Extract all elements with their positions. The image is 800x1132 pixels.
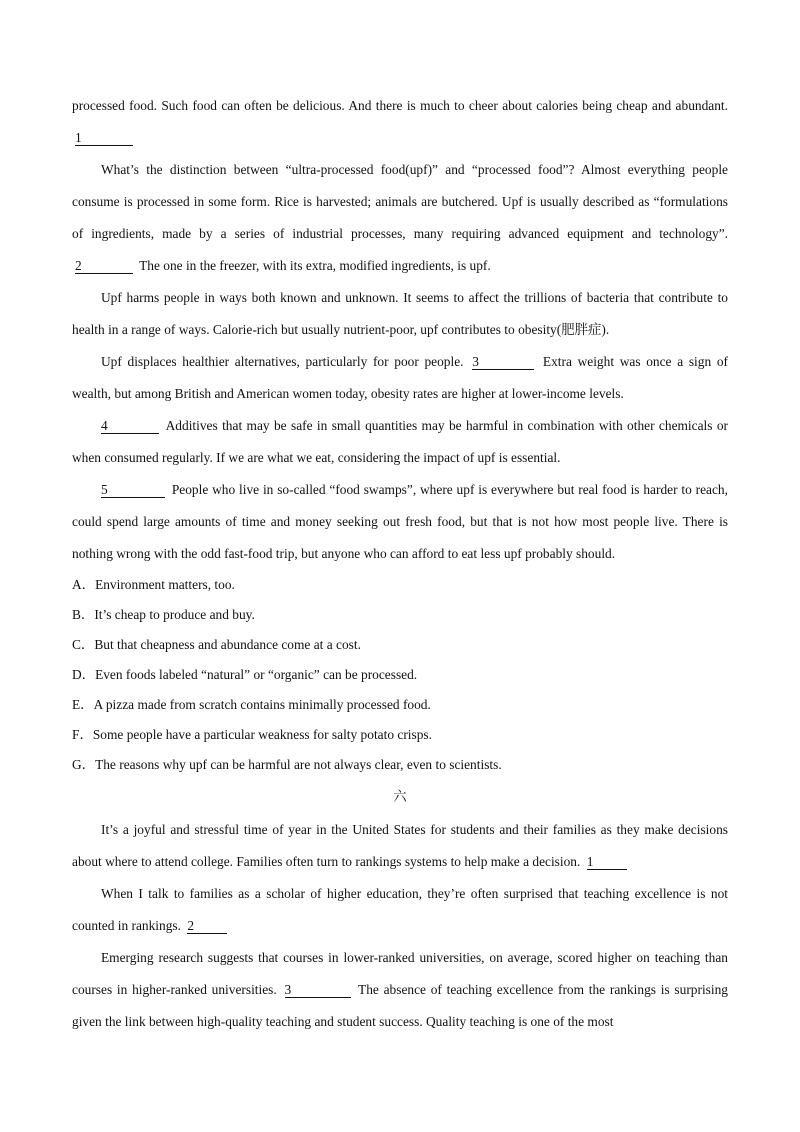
paragraph-1 <box>72 90 728 154</box>
document-page <box>72 90 728 1038</box>
options-list <box>72 570 728 780</box>
section6-paragraph-1 <box>72 814 728 878</box>
section6-paragraph-2 <box>72 878 728 942</box>
answer-blank-5[interactable]: 5 <box>101 483 165 498</box>
option-letter: F． <box>72 727 93 742</box>
option-text: Environment matters, too. <box>95 577 235 592</box>
paragraph-text: It’s a joyful and stressful time of year in the United States for students and their families as they make decisions about where to attend college. Families often turn to rankings systems to help make a decision. <box>72 822 728 869</box>
paragraph-2 <box>72 154 728 282</box>
option-letter: B． <box>72 607 95 622</box>
option-text: Even foods labeled “natural” or “organic” can be processed. <box>95 667 418 682</box>
option-c[interactable] <box>72 630 728 660</box>
paragraph-6 <box>72 474 728 570</box>
answer-blank-1[interactable]: 1 <box>75 131 133 146</box>
section6-paragraph-3 <box>72 942 728 1038</box>
option-letter: G． <box>72 757 96 772</box>
section-heading: 六 <box>393 789 407 804</box>
paragraph-text: Upf displaces healthier alternatives, particularly for poor people. <box>101 354 464 369</box>
paragraph-text: When I talk to families as a scholar of higher education, they’re often surprised that teaching excellence is not counted in rankings. <box>72 886 728 933</box>
paragraph-text: People who live in so-called “food swamps”, where upf is everywhere but real food is harder to reach, could spend large amounts of time and money seeking out fresh food, but that is not how most people live. There is nothing wrong with the odd fast-food trip, but anyone who can afford to eat less upf probably should. <box>72 482 728 561</box>
option-text: Some people have a particular weakness for salty potato crisps. <box>92 727 432 742</box>
option-g[interactable] <box>72 750 728 780</box>
option-text: It’s cheap to produce and buy. <box>94 607 255 622</box>
paragraph-5 <box>72 410 728 474</box>
paragraph-text: The one in the freezer, with its extra, modified ingredients, is upf. <box>139 258 491 273</box>
option-f[interactable] <box>72 720 728 750</box>
answer-blank-2[interactable]: 2 <box>187 919 227 934</box>
paragraph-text: processed food. Such food can often be delicious. And there is much to cheer about calories being cheap and abundant. <box>72 98 728 113</box>
option-b[interactable] <box>72 600 728 630</box>
option-d[interactable] <box>72 660 728 690</box>
paragraph-text: Extra weight was once a sign of wealth, but among British and American women today, obesity rates are higher at lower-income levels. <box>72 354 728 401</box>
paragraph-3 <box>72 282 728 346</box>
option-text: A pizza made from scratch contains minimally processed food. <box>93 697 431 712</box>
option-e[interactable] <box>72 690 728 720</box>
answer-blank-2[interactable]: 2 <box>75 259 133 274</box>
option-letter: C． <box>72 637 95 652</box>
paragraph-text: Upf harms people in ways both known and unknown. It seems to affect the trillions of bacteria that contribute to health in a range of ways. Calorie-rich but usually nutrient-poor, upf contributes to obesity(肥胖症). <box>72 290 728 337</box>
answer-blank-1[interactable]: 1 <box>587 855 627 870</box>
paragraph-4 <box>72 346 728 410</box>
paragraph-text: Emerging research suggests that courses in lower-ranked universities, on average, scored higher on teaching than courses in higher-ranked universities. <box>72 950 728 997</box>
option-text: The reasons why upf can be harmful are not always clear, even to scientists. <box>95 757 502 772</box>
option-letter: E． <box>72 697 94 712</box>
answer-blank-4[interactable]: 4 <box>101 419 159 434</box>
option-letter: D． <box>72 667 96 682</box>
paragraph-text: Additives that may be safe in small quantities may be harmful in combination with other chemicals or when consumed regularly. If we are what we eat, considering the impact of upf is essential. <box>72 418 729 465</box>
paragraph-text: The absence of teaching excellence from the rankings is surprising given the link between high-quality teaching and student success. Quality teaching is one of the most <box>72 982 728 1029</box>
option-letter: A． <box>72 577 96 592</box>
paragraph-text: What’s the distinction between “ultra-processed food(upf)” and “processed food”? Almost everything people consume is processed in some form. Rice is harvested; animals are butchered. Upf is usually described as “formulations of ingredients, made by a series of industrial processes, many requiring advanced equipment and technology”. <box>72 162 728 241</box>
answer-blank-3[interactable]: 3 <box>285 983 351 998</box>
option-a[interactable] <box>72 570 728 600</box>
option-text: But that cheapness and abundance come at a cost. <box>94 637 361 652</box>
answer-blank-3[interactable]: 3 <box>472 355 534 370</box>
